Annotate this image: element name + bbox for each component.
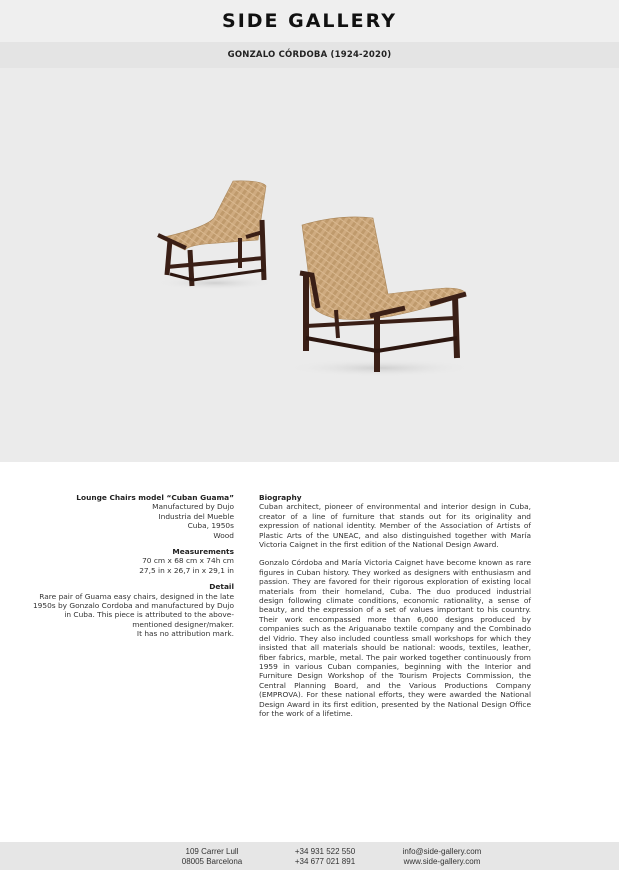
address-city: 08005 Barcelona [181,857,243,866]
site-footer [0,842,619,870]
brand-logo-text[interactable]: SIDE GALLERY [222,10,397,32]
phone-link[interactable]: +34 931 522 550 [294,847,356,856]
measurement-imperial: 27,5 in x 26,7 in x 29,1 in [139,565,234,575]
measurement-metric: 70 cm x 68 cm x 74h cm [142,556,234,566]
artist-banner [0,42,619,68]
product-details [30,493,234,639]
product-line: Manufactured by Dujo [152,502,234,512]
chairs-illustration [0,68,619,462]
footer-contact [390,847,494,867]
biography-paragraph: Gonzalo Córdoba and María Victoria Caignet have become known as rare figures in Cuban history. They worked as designers with enthusiasm and passion. They are favored for their rigorous exploration of existing local materials from their homeland, Cuba. The duo produced industrial design following climate conditions, economic rationality, a sense of beauty, and the expression of a set of values important to his country. Their work encompassed more than 6,000 designs produced by companies such as the Ariguanabo textile company and the Combinado del Vidrio. They also included countless small workshops for which they insisted that all materials should be national: woods, textiles, leather, fiber fabrics, marble, metal. The pair worked together continuously from 1959 in various Cuban companies, beginning with the Interior and Furniture Design Workshop of the Tourism Projects Commission, the Central Planning Board, and the Various Productions Company (EMPROVA). For these national efforts, they were awarded the National Design Award in its first edition, presented by the National Design Office for the work of a lifetime. [259,558,531,718]
biography-heading: Biography [259,493,302,502]
address-street: 109 Carrer Lull [185,847,239,856]
chair-large-image [285,217,475,377]
product-line: Wood [213,530,234,540]
product-line: Cuba, 1950s [187,521,234,531]
biography-paragraph: Cuban architect, pioneer of environmental and interior design in Cuba, creator of a line of furniture that stands out for its originality and expression of national identity. Member of the Association of Artists of Plastic Arts of the UNEAC, and also distinguished together with María Victoria Caignet in the first edition of the National Design Award. [259,502,531,550]
product-title: Lounge Chairs model “Cuban Guama” [76,493,234,502]
chair-small-image [155,181,275,290]
phone-link[interactable]: +34 677 021 891 [294,857,356,866]
footer-phones [282,847,368,867]
measurements-heading: Measurements [172,547,234,557]
site-header [0,0,619,42]
artist-name: GONZALO CÓRDOBA (1924-2020) [227,50,392,60]
product-line: Industria del Mueble [158,511,234,521]
email-link[interactable]: info@side-gallery.com [402,847,482,856]
footer-address [172,847,252,867]
website-link[interactable]: www.side-gallery.com [403,857,481,866]
detail-heading: Detail [209,582,234,592]
detail-text: Rare pair of Guama easy chairs, designed in the late 1950s by Gonzalo Cordoba and manufactured by Dujo in Cuba. This piece is attributed to the above-mentioned designer/maker. [32,591,234,629]
biography-section [259,493,531,718]
detail-note: It has no attribution mark. [136,629,234,639]
product-photo [0,68,619,462]
